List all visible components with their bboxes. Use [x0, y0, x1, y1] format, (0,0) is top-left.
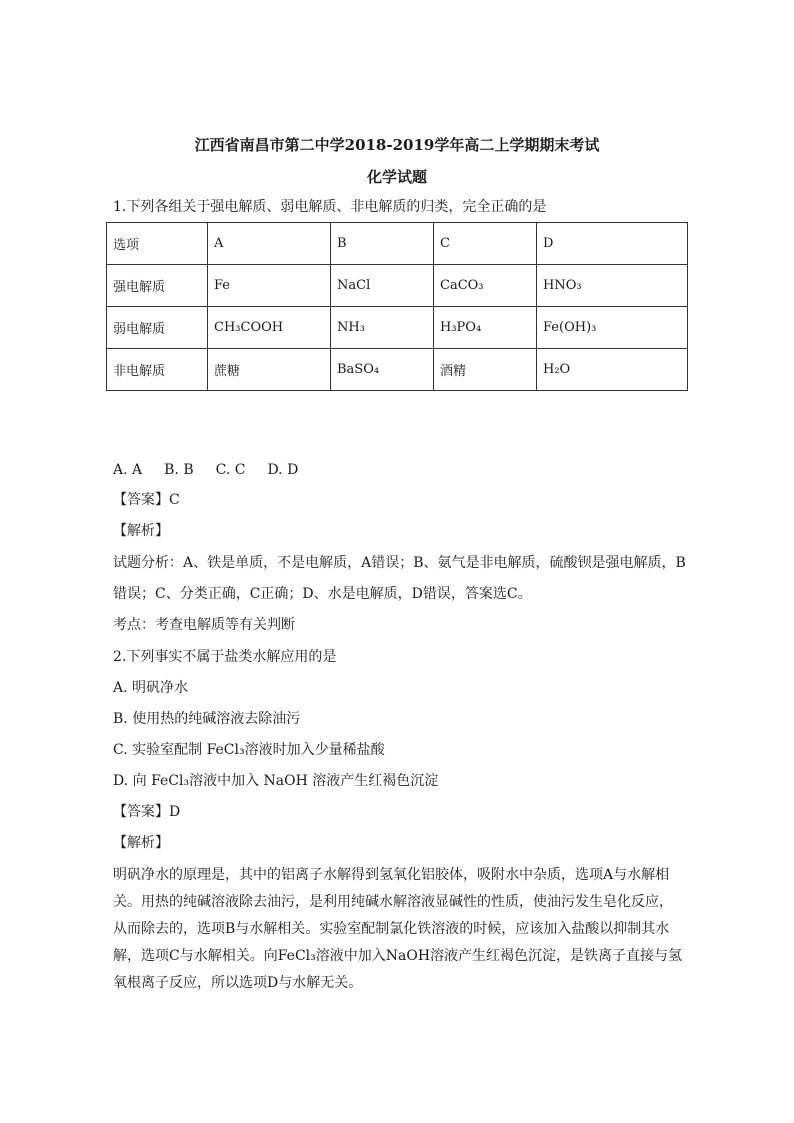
- question-2-analysis-label: 【解析】: [113, 835, 169, 851]
- explanation-line: 氧根离子反应，所以选项D与水解无关。: [113, 975, 363, 991]
- explanation-line: 关。用热的纯碱溶液除去油污，是利用纯碱水解溶液显碱性的性质，使油污发生皂化反应，: [113, 894, 673, 910]
- table-header-row: [107, 223, 688, 265]
- document-title: 江西省南昌市第二中学2018-2019学年高二上学期期末考试: [194, 136, 600, 154]
- table-cell: CaCO₃: [434, 265, 537, 307]
- table-cell: D: [537, 223, 688, 265]
- question-1-answer: 【答案】C: [113, 492, 180, 508]
- question-2-option-a: A. 明矾净水: [113, 680, 189, 696]
- table-cell: NH₃: [331, 307, 434, 349]
- table-cell: Fe: [208, 265, 331, 307]
- choice-a: A. A: [113, 462, 143, 478]
- question-1-kaodian: 考点：考查电解质等有关判断: [113, 617, 295, 633]
- question-2-explanation: [113, 862, 685, 997]
- question-1-analysis-line-2: 错误；C、分类正确，C正确；D、水是电解质，D错误，答案选C。: [113, 586, 532, 602]
- choice-c: C. C: [215, 462, 246, 478]
- table-cell: 弱电解质: [107, 307, 208, 349]
- table-cell: 强电解质: [107, 265, 208, 307]
- table-cell: CH₃COOH: [208, 307, 331, 349]
- table-row: [107, 307, 688, 349]
- table-row: [107, 349, 688, 391]
- question-1-choices: [113, 460, 320, 480]
- choice-d: D. D: [267, 462, 299, 478]
- question-2-option-d: D. 向 FeCl₃溶液中加入 NaOH 溶液产生红褐色沉淀: [113, 773, 439, 789]
- table-cell: B: [331, 223, 434, 265]
- table-cell: Fe(OH)₃: [537, 307, 688, 349]
- explanation-line: 从而除去的，选项B与水解相关。实验室配制氯化铁溶液的时候，应该加入盐酸以抑制其水: [113, 921, 670, 937]
- electrolyte-table: [106, 222, 688, 391]
- question-1-analysis-label: 【解析】: [113, 523, 169, 539]
- table-cell: BaSO₄: [331, 349, 434, 391]
- explanation-line: 解，选项C与水解相关。向FeCl₃溶液中加入NaOH溶液产生红褐色沉淀，是铁离子直接与氢: [113, 948, 683, 964]
- table-cell: C: [434, 223, 537, 265]
- table-cell: HNO₃: [537, 265, 688, 307]
- table-cell: H₃PO₄: [434, 307, 537, 349]
- question-2-option-b: B. 使用热的纯碱溶液去除油污: [113, 711, 301, 727]
- table-cell: A: [208, 223, 331, 265]
- question-2-stem: 2.下列事实不属于盐类水解应用的是: [113, 649, 337, 665]
- table-cell: 蔗糖: [208, 349, 331, 391]
- explanation-line: 明矾净水的原理是，其中的铝离子水解得到氢氧化铝胶体，吸附水中杂质，选项A与水解相: [113, 867, 670, 883]
- table-cell: H₂O: [537, 349, 688, 391]
- table-cell: 选项: [107, 223, 208, 265]
- table-cell: 非电解质: [107, 349, 208, 391]
- question-2-option-c: C. 实验室配制 FeCl₃溶液时加入少量稀盐酸: [113, 742, 385, 758]
- table-cell: NaCl: [331, 265, 434, 307]
- table-row: [107, 265, 688, 307]
- document-subtitle: 化学试题: [366, 168, 427, 186]
- question-1-analysis-line-1: 试题分析：A、铁是单质，不是电解质，A错误；B、氨气是非电解质，硫酸钡是强电解质，B: [113, 555, 686, 571]
- question-2-answer: 【答案】D: [113, 804, 181, 820]
- choice-b: B. B: [164, 462, 194, 478]
- table-cell: 酒精: [434, 349, 537, 391]
- question-1-stem: 1.下列各组关于强电解质、弱电解质、非电解质的归类，完全正确的是: [113, 199, 547, 215]
